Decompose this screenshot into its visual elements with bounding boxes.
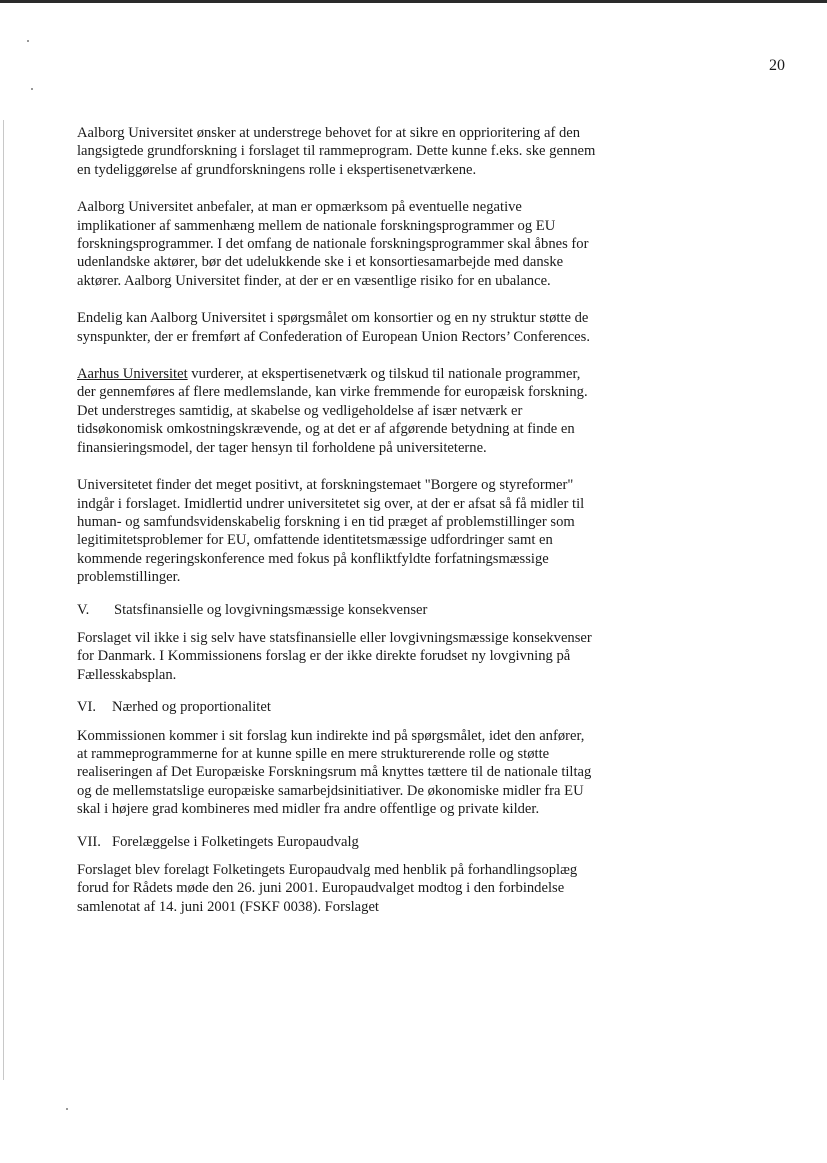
section-number: VII. <box>77 833 101 850</box>
document-body <box>77 124 597 935</box>
section-heading <box>77 833 597 851</box>
section-title: Nærhed og proportionalitet <box>112 699 271 716</box>
paragraph: Universitetet finder det meget positivt, at forskningstemaet "Borgere og styreformer" indgår i forslaget. Imidlertid undrer universitetet sig over, at der er afsat så få midler til human- og samfundsvidenskabelig forskning i en tid præget af problemstillinger som legitimitetsproblemer for EU, omfattende identitetsmæssige udfordringer samt en kommende regeringskonference med fokus på konfliktfyldte forfatningsmæssige problemstillinger. <box>77 477 585 586</box>
university-name-underlined: Aarhus Universitet <box>77 366 188 383</box>
section-title: Forelæggelse i Folketingets Europaudvalg <box>112 833 359 850</box>
paragraph: Kommissionen kommer i sit forslag kun indirekte ind på spørgsmålet, idet den anfører, at rammeprogrammerne for at kunne spille en mere strukturerende rolle og støtte realiseringen af Det Europæiske Forskningsrum må knyttes tættere til de nationale tiltag og de mellemstatslige europæiske samarbejdsinitiativer. De økonomiske midler fra EU skal i højere grad kombineres med midler fra andre offentlige og private kilder. <box>77 727 592 818</box>
paragraph <box>77 365 597 457</box>
scan-speck <box>66 1108 68 1110</box>
section-number: VI. <box>77 699 97 716</box>
section-number: V. <box>77 601 90 618</box>
paragraph: Forslaget vil ikke i sig selv have statsfinansielle eller lovgivningsmæssige konsekvenser for Danmark. I Kommissionens forslag er der ikke direkte forudset ny lovgivning på Fællesskabsplan. <box>77 629 592 683</box>
page-number: 20 <box>769 57 785 74</box>
paragraph: Endelig kan Aalborg Universitet i spørgsmålet om konsortier og en ny struktur støtte de synspunkter, der er fremført af Confederation of European Union Rectors’ Conferences. <box>77 310 590 345</box>
section-heading <box>77 698 597 716</box>
top-border <box>0 0 827 3</box>
paragraph: Aalborg Universitet anbefaler, at man er opmærksom på eventuelle negative implikationer af sammenhæng mellem de nationale forskningsprogrammer og EU forskningsprogrammer. I det omfang de nationale forskningsprogrammer skal åbnes for udenlandske aktører, bør det udelukkende ske i et konsortiesamarbejde med danske aktører. Aalborg Universitet finder, at der er en væsentlige risiko for en ubalance. <box>77 199 589 289</box>
scan-speck <box>27 40 29 42</box>
section-title: Statsfinansielle og lovgivningsmæssige konsekvenser <box>114 601 428 618</box>
section-heading <box>77 601 597 619</box>
scan-left-edge <box>3 120 4 1080</box>
paragraph-text: vurderer, at ekspertisenetværk og tilskud til nationale programmer, der gennemføres af flere medlemslande, kan virke fremmende for europæisk forskning. Det understreges samtidig, at skabelse og vedligeholdelse af især netværk er tidsøkonomisk omkostningskrævende, og at det er af afgørende betydning at finde en finansieringsmodel, der tager hensyn til forholdene på universiteterne. <box>77 366 588 456</box>
paragraph: Aalborg Universitet ønsker at understrege behovet for at sikre en opprioritering af den langsigtede grundforskning i forslaget til rammeprogram. Dette kunne f.eks. ske gennem en tydeliggørelse af grundforskningens rolle i ekspertisenetværkene. <box>77 125 596 178</box>
paragraph: Forslaget blev forelagt Folketingets Europaudvalg med henblik på forhandlingsoplæg forud for Rådets møde den 26. juni 2001. Europaudvalget modtog i den forbindelse samlenotat af 14. juni 2001 (FSKF 0038). Forslaget <box>77 862 578 915</box>
scan-speck <box>31 88 33 90</box>
